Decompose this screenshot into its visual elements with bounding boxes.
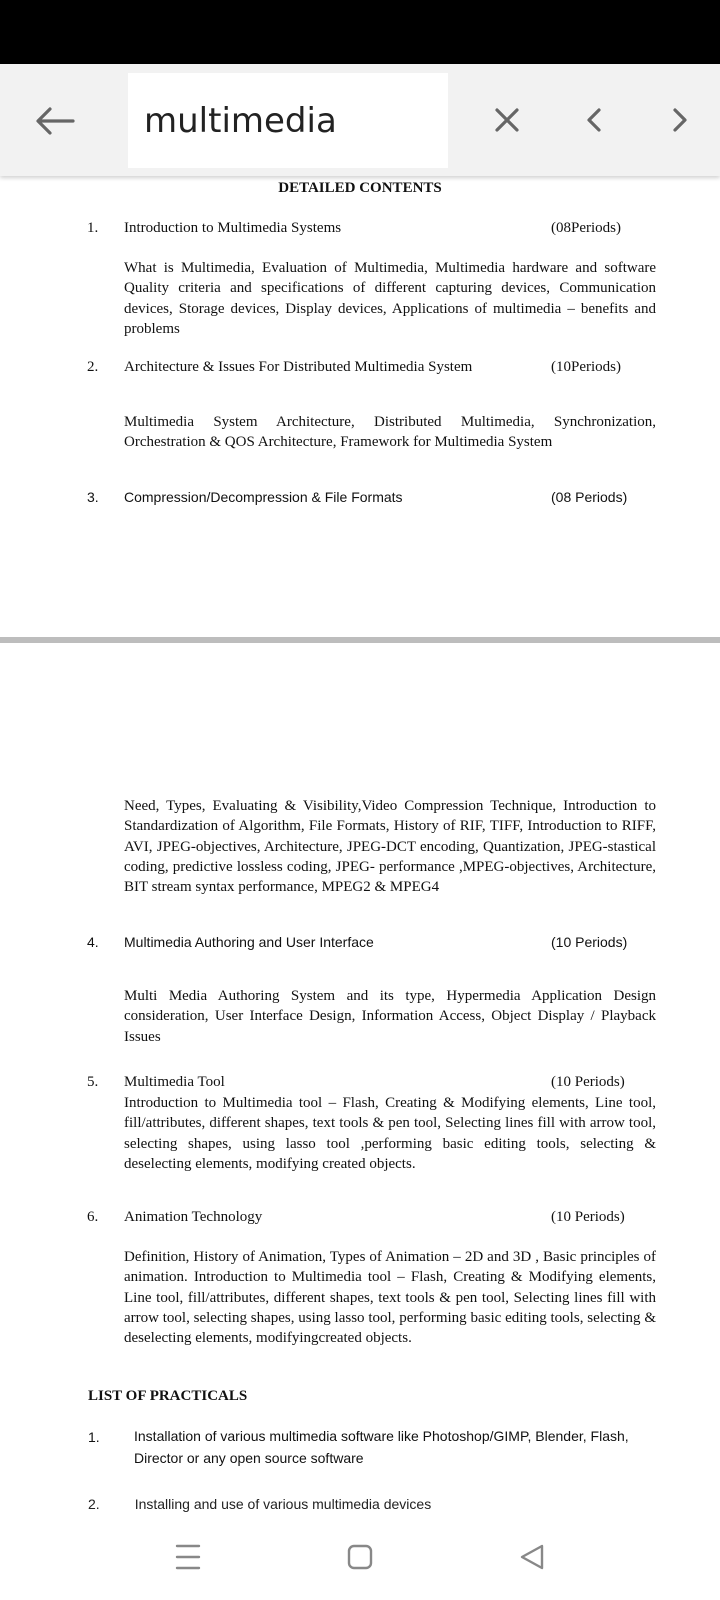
clear-search-button[interactable] bbox=[481, 94, 533, 146]
section-number: 6. bbox=[87, 1209, 99, 1225]
page-heading: DETAILED CONTENTS bbox=[278, 180, 442, 196]
search-input[interactable] bbox=[128, 73, 448, 168]
practical-item-partial bbox=[88, 1496, 656, 1512]
practical-text: Installing and use of various multimedia devices bbox=[134, 1496, 432, 1512]
section-number: 2. bbox=[87, 359, 99, 375]
practical-number: 2. bbox=[88, 1496, 100, 1512]
recent-apps-button[interactable] bbox=[166, 1535, 210, 1579]
back-button[interactable] bbox=[26, 92, 84, 150]
section-title: Multimedia Tool bbox=[124, 1074, 225, 1090]
section-periods: (08 Periods) bbox=[551, 489, 628, 505]
next-match-button[interactable] bbox=[654, 94, 706, 146]
section-title: Introduction to Multimedia Systems bbox=[124, 220, 342, 236]
section-number: 1. bbox=[87, 220, 99, 236]
section-periods: (08Periods) bbox=[551, 220, 621, 236]
back-triangle-icon bbox=[519, 1543, 545, 1571]
search-query-text: multimedia bbox=[144, 100, 337, 141]
section-periods: (10 Periods) bbox=[551, 934, 628, 950]
document-page-2 bbox=[0, 643, 720, 1513]
home-button[interactable] bbox=[338, 1535, 382, 1579]
section-number: 4. bbox=[87, 934, 99, 950]
section-body: Multi Media Authoring System and its type, Hypermedia Application Design consideration, User Interface Design, Information Access, Object Display / Playback Issues bbox=[124, 988, 656, 1045]
section-title: Compression/Decompression & File Formats bbox=[124, 489, 403, 505]
section-number: 5. bbox=[87, 1074, 99, 1090]
section-title: Animation Technology bbox=[124, 1209, 263, 1225]
find-in-document-bar bbox=[0, 64, 720, 176]
practicals-heading: LIST OF PRACTICALS bbox=[88, 1388, 248, 1404]
close-icon bbox=[493, 106, 521, 134]
previous-match-button[interactable] bbox=[568, 94, 620, 146]
system-navigation-bar bbox=[0, 1513, 720, 1600]
section-title: Multimedia Authoring and User Interface bbox=[124, 934, 374, 950]
section-body: What is Multimedia, Evaluation of Multimedia, Multimedia hardware and software Quality criteria and specifications of different capturing devices, Communication devices, Storage devices, Display devices, Applications of multimedia – benefits and problems bbox=[124, 260, 656, 337]
recent-apps-icon bbox=[175, 1543, 201, 1571]
practical-number: 1. bbox=[88, 1429, 100, 1445]
section-title: Architecture & Issues For Distributed Multimedia System bbox=[124, 359, 473, 375]
section-periods: (10Periods) bbox=[551, 359, 621, 375]
section-periods: (10 Periods) bbox=[551, 1209, 625, 1225]
section-body: Definition, History of Animation, Types of Animation – 2D and 3D , Basic principles of animation. Introduction to Multimedia tool – Flash, Creating & Modifying elements, Line tool, fill/attributes, different shapes, text tools & pen tool, Selecting lines fill with arrow tool, selecting shapes, using lasso tool, performing basic editing tools, selecting & deselecting elements, modifyingcreated objects. bbox=[124, 1249, 656, 1347]
section-body: Introduction to Multimedia tool – Flash, Creating & Modifying elements, Line tool, fill/attributes, different shapes, text tools & pen tool, Selecting lines fill with arrow tool, selecting shapes, using lasso tool ,performing basic editing tools, selecting & deselecting elements, modifying created objects. bbox=[124, 1095, 656, 1172]
status-bar bbox=[0, 0, 720, 64]
chevron-left-icon bbox=[584, 107, 604, 133]
section-body: Need, Types, Evaluating & Visibility,Video Compression Technique, Introduction to Standardization of Algorithm, File Formats, History of RIF, TIFF, Introduction to RIFF, AVI, JPEG-objectives, Architecture, JPEG-DCT encoding, Quantization, JPEG-stastical coding, predictive lossless coding, JPEG- performance ,MPEG-objectives, Architecture, BIT stream syntax performance, MPEG2 & MPEG4 bbox=[124, 798, 656, 896]
section-periods: (10 Periods) bbox=[551, 1074, 625, 1090]
arrow-left-icon bbox=[35, 106, 75, 136]
section-number: 3. bbox=[87, 489, 99, 505]
document-page-1 bbox=[0, 176, 720, 638]
system-back-button[interactable] bbox=[510, 1535, 554, 1579]
practical-text: Installation of various multimedia software like Photoshop/GIMP, Blender, Flash, Director or any open source software bbox=[134, 1428, 629, 1466]
chevron-right-icon bbox=[670, 107, 690, 133]
section-body: Multimedia System Architecture, Distributed Multimedia, Synchronization, Orchestration & QOS Architecture, Framework for Multimedia System bbox=[124, 414, 656, 451]
home-icon bbox=[347, 1544, 373, 1570]
